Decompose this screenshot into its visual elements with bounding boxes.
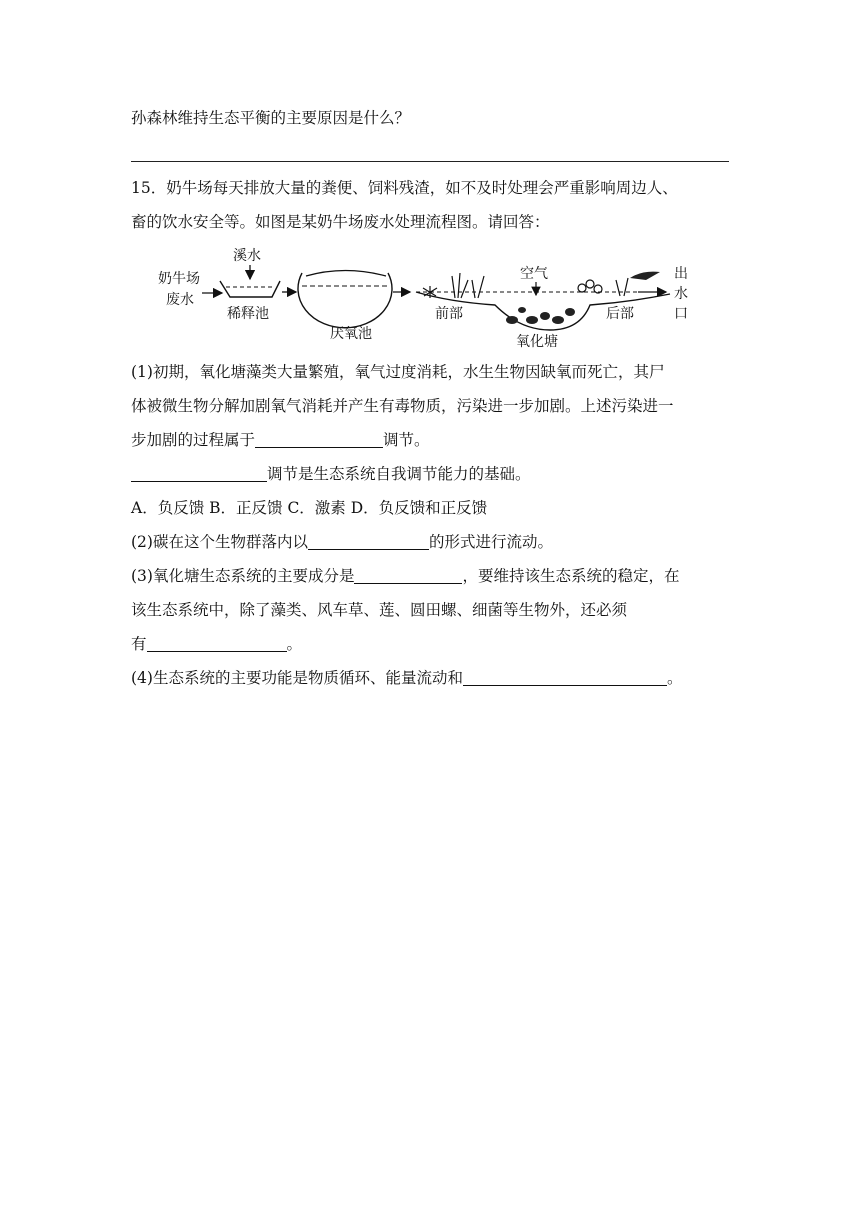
part1-options: A．负反馈 B．正反馈 C．激素 D．负反馈和正反馈 bbox=[131, 499, 488, 517]
water-plants-icon bbox=[423, 273, 484, 298]
part1-line2: 体被微生物分解加剧氧气消耗并产生有毒物质，污染进一步加剧。上述污染进一 bbox=[131, 397, 674, 415]
dilution-pool-label: 稀释池 bbox=[227, 306, 269, 322]
part1-line3-suffix: 调节。 bbox=[383, 431, 430, 449]
part3-line3-suffix: 。 bbox=[286, 635, 303, 653]
wastewater-flow-diagram bbox=[150, 240, 710, 352]
blank-3b[interactable] bbox=[147, 635, 287, 652]
previous-question-tail: 孙森林维持生态平衡的主要原因是什么？ bbox=[131, 109, 411, 127]
part1-line3-text: 步加剧的过程属于 bbox=[131, 431, 256, 449]
reeds-icon bbox=[616, 278, 628, 296]
part4-text: (4)生态系统的主要功能是物质循环、能量流动和 bbox=[131, 669, 463, 687]
part1-line3 bbox=[131, 429, 430, 451]
part1-line1: (1)初期，氧化塘藻类大量繁殖，氧气过度消耗，水生生物因缺氧而死亡，其尸 bbox=[131, 363, 665, 381]
outlet-label-2: 水 bbox=[674, 286, 688, 302]
anaerobic-pool-shape bbox=[298, 273, 392, 328]
part1-line4-text: 调节是生态系统自我调节能力的基础。 bbox=[267, 465, 531, 483]
creek-water-label: 溪水 bbox=[233, 248, 261, 264]
lotus-icon bbox=[578, 280, 602, 293]
front-label: 前部 bbox=[435, 306, 463, 322]
blank-3a[interactable] bbox=[354, 567, 462, 584]
answer-line bbox=[131, 161, 729, 162]
anaerobic-pool-label: 厌氧池 bbox=[330, 326, 372, 342]
question-15-intro-line2: 畜的饮水安全等。如图是某奶牛场废水处理流程图。请回答： bbox=[131, 213, 550, 231]
part3-line1 bbox=[131, 565, 679, 587]
source-label-1: 奶牛场 bbox=[158, 271, 200, 287]
part3-line3-text: 有 bbox=[131, 635, 147, 653]
part2-text: (2)碳在这个生物群落内以 bbox=[131, 533, 308, 551]
part4-suffix: 。 bbox=[666, 669, 683, 687]
dilution-pool-shape bbox=[220, 281, 280, 297]
blank-4[interactable] bbox=[463, 669, 667, 686]
blank-1a[interactable] bbox=[255, 431, 383, 448]
outlet-label-1: 出 bbox=[674, 266, 688, 282]
part1-line4 bbox=[131, 463, 531, 485]
source-label-2: 废水 bbox=[166, 292, 194, 308]
rear-label: 后部 bbox=[606, 306, 634, 322]
part3-text: (3)氧化塘生态系统的主要成分是 bbox=[131, 567, 355, 585]
part3-line3 bbox=[131, 633, 302, 655]
leaf-icon bbox=[630, 272, 660, 280]
question-15-intro-line1: 15．奶牛场每天排放大量的粪便、饲料残渣，如不及时处理会严重影响周边人、 bbox=[131, 179, 678, 197]
blank-1b[interactable] bbox=[131, 465, 267, 482]
blank-2[interactable] bbox=[308, 533, 429, 550]
oxidation-pond-label: 氧化塘 bbox=[516, 334, 558, 350]
snails-icon bbox=[506, 307, 575, 324]
part2-line bbox=[131, 531, 553, 553]
part2-suffix: 的形式进行流动。 bbox=[428, 533, 553, 551]
air-label: 空气 bbox=[520, 266, 548, 282]
outlet-label-3: 口 bbox=[674, 306, 688, 322]
part3-suffix: ，要维持该生态系统的稳定，在 bbox=[462, 567, 680, 585]
anaerobic-pool-lid bbox=[306, 271, 386, 277]
part3-line2: 该生态系统中，除了藻类、风车草、莲、圆田螺、细菌等生物外，还必须 bbox=[131, 601, 628, 619]
part4-line bbox=[131, 667, 682, 689]
